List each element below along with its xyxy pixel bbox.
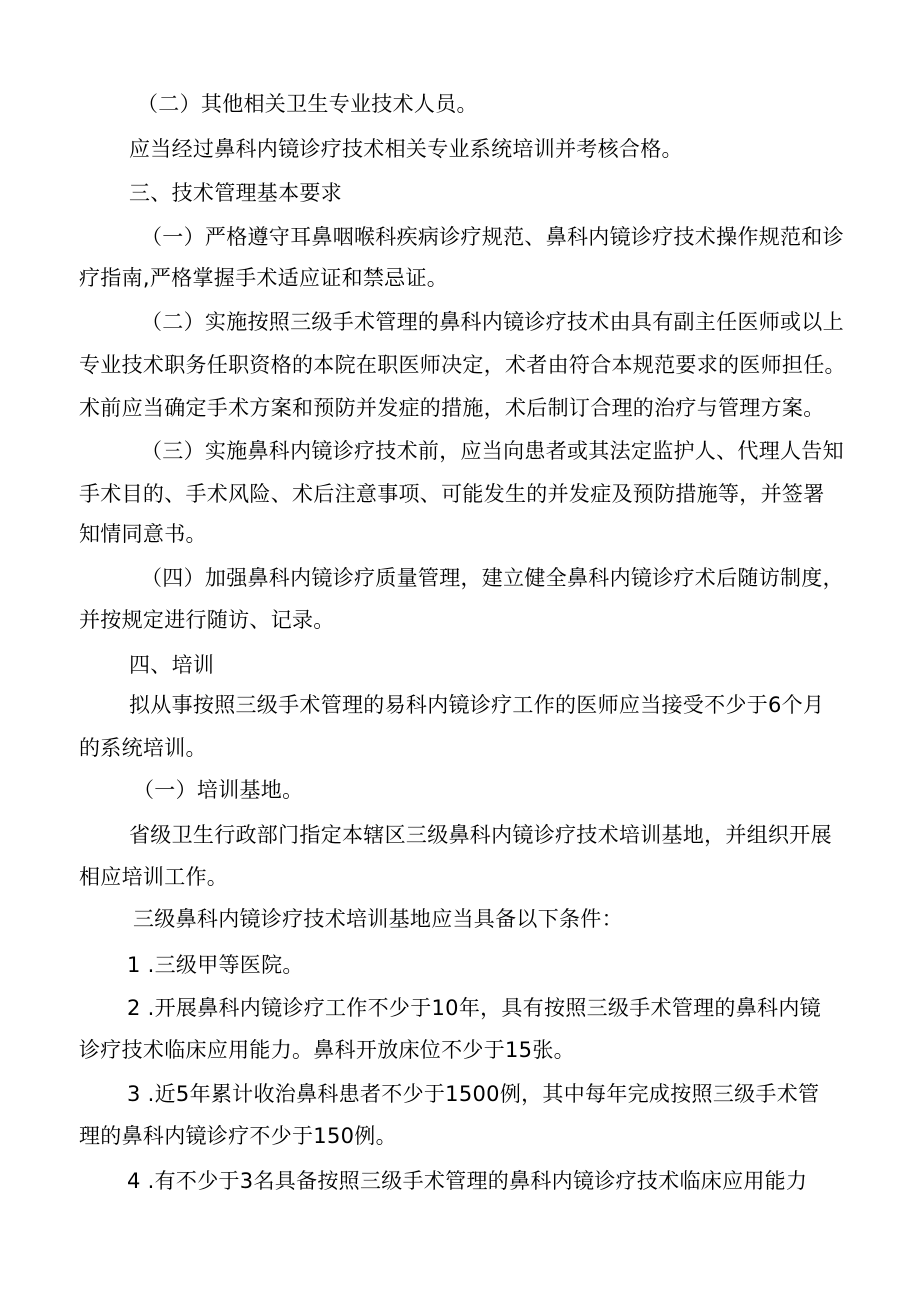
section-heading: 三、技术管理基本要求 [129, 181, 342, 205]
list-item-continuation: 诊疗技术临床应用能力。鼻科开放床位不少于15张。 [79, 1038, 575, 1062]
paragraph-line: （三）实施鼻科内镜诊疗技术前，应当向患者或其法定监护人、代理人告知 [141, 439, 844, 463]
paragraph-line: 术前应当确定手术方案和预防并发症的措施，术后制订合理的治疗与管理方案。 [79, 396, 825, 420]
paragraph-line: 手术目的、手术风险、术后注意事项、可能发生的并发症及预防措施等，并签署 [79, 482, 825, 506]
paragraph-line: 省级卫生行政部门指定本辖区三级鼻科内镜诊疗技术培训基地，并组织开展 [129, 823, 832, 847]
paragraph-line: （二）实施按照三级手术管理的鼻科内镜诊疗技术由具有副主任医师或以上 [141, 310, 844, 334]
list-item: 1 .三级甲等医院。 [127, 953, 304, 977]
subsection-heading: （一）培训基地。 [133, 778, 304, 802]
list-item-continuation: 理的鼻科内镜诊疗不少于150例。 [79, 1124, 397, 1148]
paragraph-line: 拟从事按照三级手术管理的易科内镜诊疗工作的医师应当接受不少于6个月 [129, 693, 825, 717]
paragraph-line: 知情同意书。 [79, 522, 207, 546]
paragraph-line: （四）加强鼻科内镜诊疗质量管理，建立健全鼻科内镜诊疗术后随访制度， [141, 566, 844, 590]
list-item: 3 .近5年累计收治鼻科患者不少于1500例，其中每年完成按照三级手术管 [127, 1082, 820, 1106]
section-heading: 四、培训 [129, 653, 215, 677]
paragraph-line: 三级鼻科内镜诊疗技术培训基地应当具备以下条件： [133, 907, 623, 931]
paragraph-line: 相应培训工作。 [79, 865, 229, 889]
list-item: 2 .开展鼻科内镜诊疗工作不少于10年，具有按照三级手术管理的鼻科内镜 [127, 996, 821, 1020]
list-item: 4 .有不少于3名具备按照三级手术管理的鼻科内镜诊疗技术临床应用能力 [127, 1169, 808, 1193]
paragraph-line: 并按规定进行随访、记录。 [79, 608, 335, 632]
paragraph-line: （一）严格遵守耳鼻咽喉科疾病诊疗规范、鼻科内镜诊疗技术操作规范和诊 [141, 225, 844, 249]
paragraph-line: 应当经过鼻科内镜诊疗技术相关专业系统培训并考核合格。 [129, 137, 683, 161]
paragraph-line: 疗指南,严格掌握手术适应证和禁忌证。 [79, 266, 449, 290]
paragraph-line: 专业技术职务任职资格的本院在职医师决定，术者由符合本规范要求的医师担任。 [79, 353, 846, 377]
paragraph-line: （二）其他相关卫生专业技术人员。 [137, 92, 478, 116]
paragraph-line: 的系统培训。 [79, 736, 207, 760]
